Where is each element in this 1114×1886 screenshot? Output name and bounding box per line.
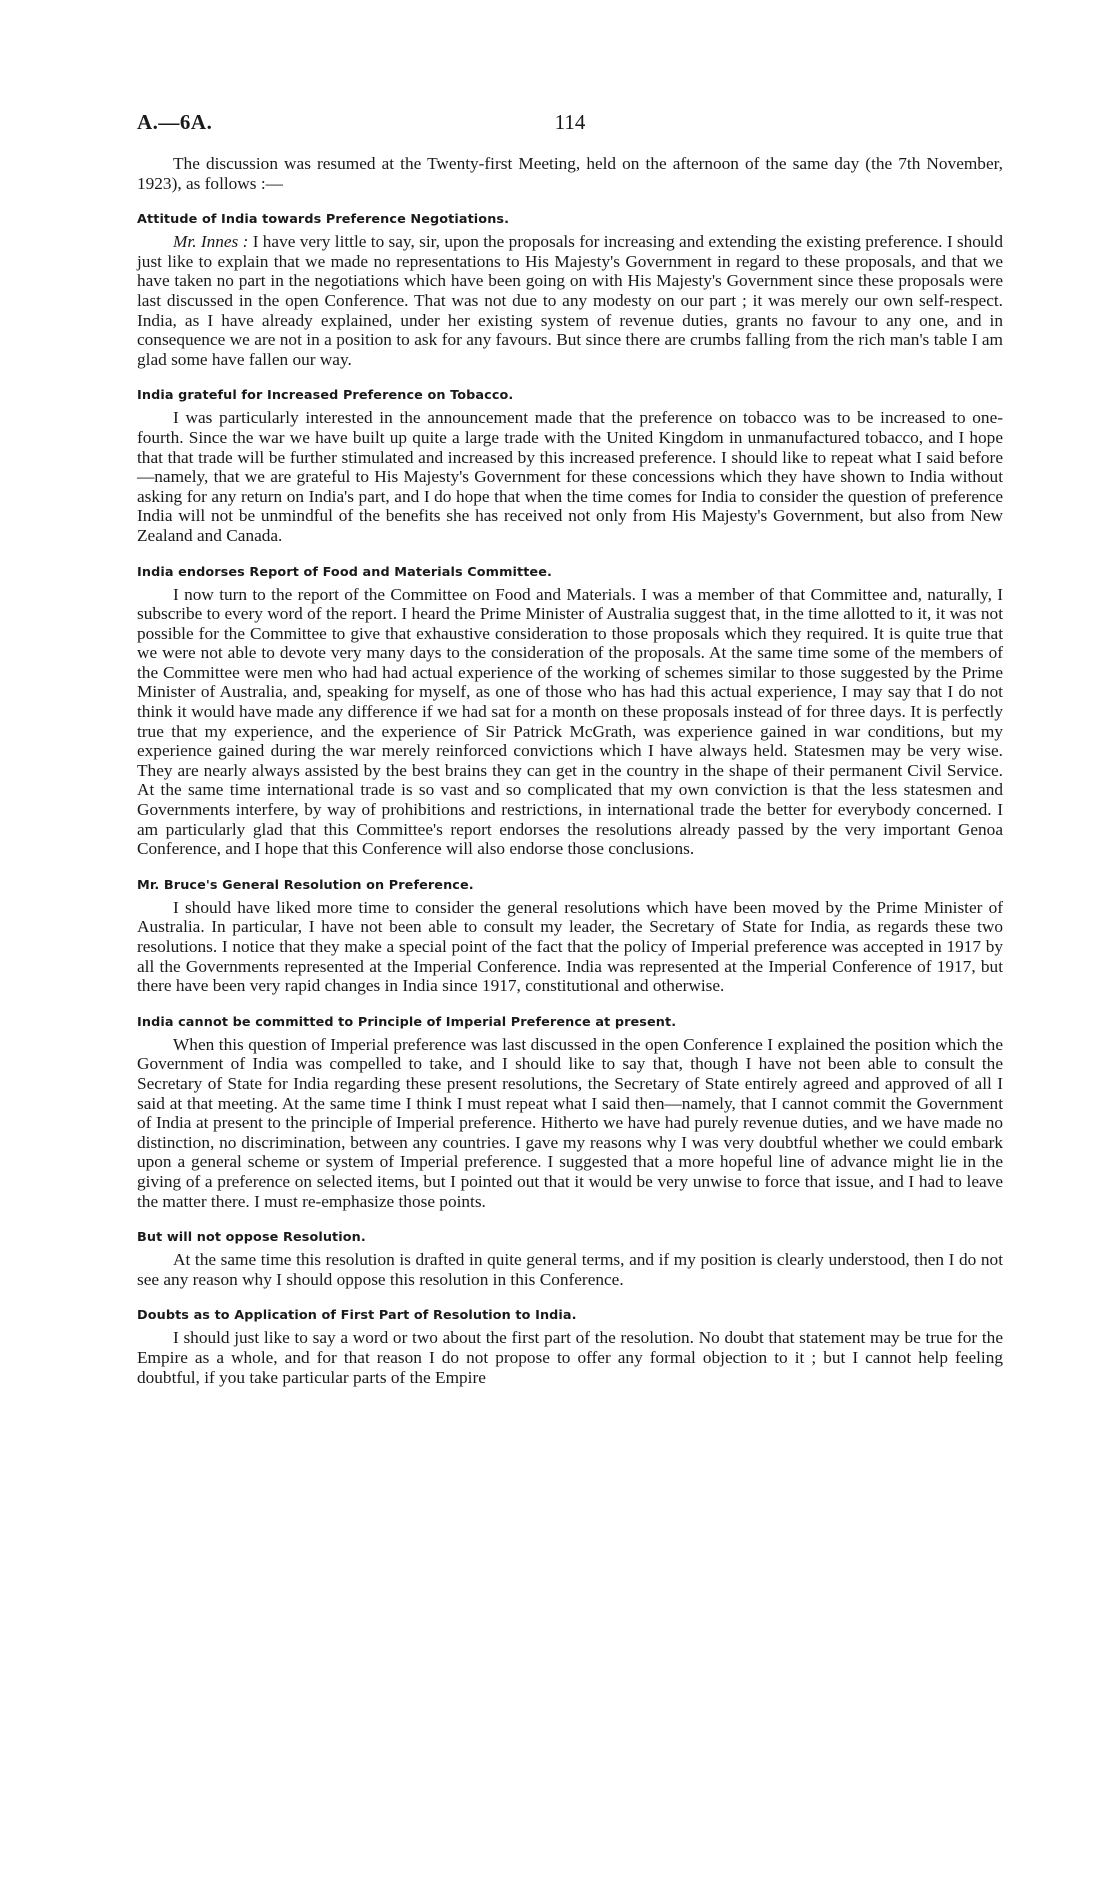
section-heading: Doubts as to Application of First Part of Resolution to India. [137, 1308, 577, 1324]
section-paragraph [137, 232, 1003, 369]
section-attitude-of-india [137, 211, 1003, 369]
section-tobacco-preference [137, 387, 1003, 545]
section-heading: India cannot be committed to Principle of Imperial Preference at present. [137, 1014, 677, 1030]
document-reference: A.—6A. [137, 110, 213, 134]
section-heading: Mr. Bruce's General Resolution on Preference. [137, 877, 474, 893]
section-heading: But will not oppose Resolution. [137, 1230, 366, 1246]
section-paragraph: I now turn to the report of the Committee on Food and Materials. I was a member of that Committee and, naturally, I subscribe to every word of the report. I heard the Prime Minister of Australia suggest that, in the time allotted to it, it was not possible for the Committee to give that exhaustive consideration to those proposals which they required. It is quite true that we were not able to devote very many days to the consideration of the proposals. At the same time some of the members of the Committee were men who had had actual experience of the working of schemes similar to those suggested by the Prime Minister of Australia, and, speaking for myself, as one of those who has had this actual experience, I may say that I do not think it would have made any difference if we had sat for a month on these proposals instead of for three days. It is perfectly true that my experience, and the experience of Sir Patrick McGrath, was experience gained in war conditions, but my experience gained during the war merely reinforced convictions which I have always held. Statesmen may be very wise. They are nearly always assisted by the best brains they can get in the country in the shape of their permanent Civil Service. At the same time international trade is so vast and so complicated that my own conviction is that the less statesmen and Governments interfere, by way of prohibitions and restrictions, in international trade the better for everybody concerned. I am particularly glad that this Committee's report endorses the resolutions already passed by the very important Genoa Conference, and I hope that this Conference will also endorse those conclusions. [137, 584, 1003, 859]
intro-paragraph: The discussion was resumed at the Twenty-first Meeting, held on the afternoon of the same day (the 7th November, 1923), as follows :— [137, 154, 1003, 193]
section-paragraph: I should just like to say a word or two about the first part of the resolution. No doubt that statement may be true for the Empire as a whole, and for that reason I do not propose to offer any formal objection to it ; but I cannot help feeling doubtful, if you take particular parts of the Empire [137, 1328, 1003, 1387]
section-paragraph: At the same time this resolution is drafted in quite general terms, and if my position is clearly understood, then I do not see any reason why I should oppose this resolution in this Conference. [137, 1250, 1003, 1289]
page-number: 114 [554, 110, 586, 134]
section-bruce-resolution [137, 877, 1003, 996]
page-header [137, 110, 1003, 138]
section-heading: Attitude of India towards Preference Negotiations. [137, 212, 510, 228]
section-heading: India grateful for Increased Preference on Tobacco. [137, 388, 514, 404]
section-doubts-first-part [137, 1307, 1003, 1387]
section-food-materials-committee [137, 564, 1003, 859]
paragraph-text: I have very little to say, sir, upon the proposals for increasing and extending the existing preference. I should just like to explain that we made no representations to His Majesty's Government in regard to these proposals, and that we have taken no part in the negotiations which have been going on with His Majesty's Government since these proposals were last discussed in the open Conference. That was not due to any modesty on our part ; it was merely our own self-respect. India, as I have already explained, under her existing system of revenue duties, grants no favour to any one, and in consequence we are not in a position to ask for any favours. But since there are crumbs falling from the rich man's table I am glad some have fallen our way. [137, 232, 1003, 369]
section-paragraph: I was particularly interested in the announcement made that the preference on tobacco was to be increased to one-fourth. Since the war we have built up quite a large trade with the United Kingdom in unmanufactured tobacco, and I hope that that trade will be further stimulated and increased by this increased preference. I should like to repeat what I said before—namely, that we are grateful to His Majesty's Government for these concessions which they have shown to India without asking for any return on India's part, and I do hope that when the time comes for India to consider the question of preference India will not be unmindful of the benefits she has received not only from His Majesty's Government, but also from New Zealand and Canada. [137, 408, 1003, 545]
speaker-name: Mr. Innes : [173, 232, 249, 252]
document-page [137, 110, 1003, 1387]
section-heading: India endorses Report of Food and Materials Committee. [137, 564, 552, 580]
section-paragraph: When this question of Imperial preference was last discussed in the open Conference I explained the position which the Government of India was compelled to take, and I should like to say that, though I have not been able to consult the Secretary of State for India regarding these present resolutions, the Secretary of State entirely agreed and approved of all I said at that meeting. At the same time I think I must repeat what I said then—namely, that I cannot commit the Government of India at present to the principle of Imperial preference. Hitherto we have had purely revenue duties, and we have made no distinction, no discrimination, between any countries. I gave my reasons why I was very doubtful whether we could embark upon a general scheme or system of Imperial preference. I suggested that a more hopeful line of advance might lie in the giving of a preference on selected items, but I pointed out that it would be very unwise to force that issue, and I had to leave the matter there. I must re-emphasize those points. [137, 1034, 1003, 1211]
section-will-not-oppose [137, 1229, 1003, 1289]
section-india-cannot-be-committed [137, 1014, 1003, 1211]
section-paragraph: I should have liked more time to consider the general resolutions which have been moved by the Prime Minister of Australia. In particular, I have not been able to consult my leader, the Secretary of State for India, as regards these two resolutions. I notice that they make a special point of the fact that the policy of Imperial preference was accepted in 1917 by all the Governments represented at the Imperial Conference. India was represented at the Imperial Conference of 1917, but there have been very rapid changes in India since 1917, constitutional and otherwise. [137, 897, 1003, 996]
